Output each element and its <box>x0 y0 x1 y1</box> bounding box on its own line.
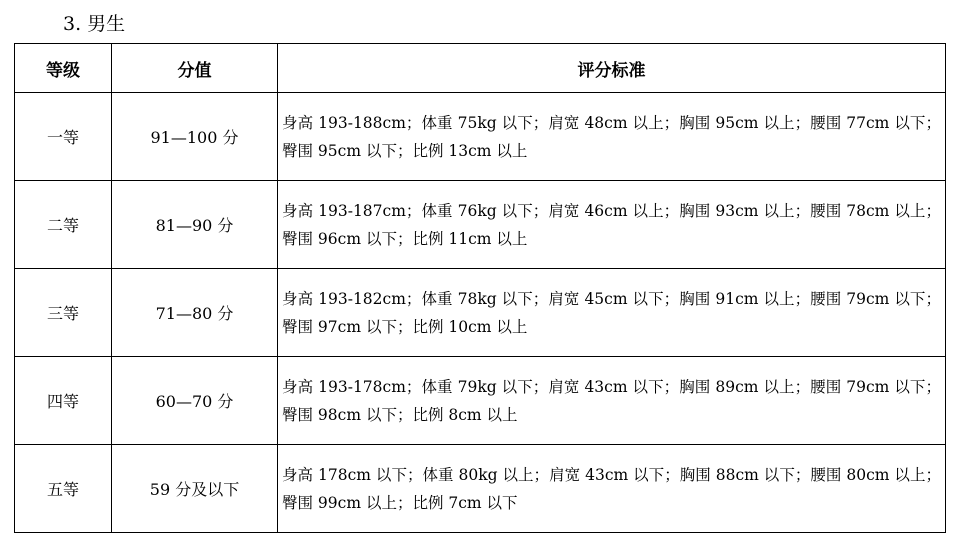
table-row <box>15 93 946 181</box>
table-row <box>15 445 946 533</box>
criteria-cell: 身高 193-187cm；体重 76kg 以下；肩宽 46cm 以上；胸围 93cm 以上；腰围 78cm 以上；臀围 96cm 以下；比例 11cm 以上 <box>278 181 946 269</box>
grade-cell: 二等 <box>15 181 112 269</box>
score-cell: 60—70 分 <box>112 357 278 445</box>
grade-cell: 四等 <box>15 357 112 445</box>
header-score: 分值 <box>112 44 278 93</box>
grade-cell: 一等 <box>15 93 112 181</box>
section-title: 3. 男生 <box>63 13 126 35</box>
score-cell: 59 分及以下 <box>112 445 278 533</box>
score-cell: 71—80 分 <box>112 269 278 357</box>
table-row <box>15 181 946 269</box>
criteria-cell: 身高 178cm 以下；体重 80kg 以上；肩宽 43cm 以下；胸围 88cm 以下；腰围 80cm 以上；臀围 99cm 以上；比例 7cm 以下 <box>278 445 946 533</box>
criteria-cell: 身高 193-178cm；体重 79kg 以下；肩宽 43cm 以下；胸围 89cm 以上；腰围 79cm 以下；臀围 98cm 以下；比例 8cm 以上 <box>278 357 946 445</box>
table-header-row <box>15 44 946 93</box>
header-grade: 等级 <box>15 44 112 93</box>
criteria-cell: 身高 193-188cm；体重 75kg 以下；肩宽 48cm 以上；胸围 95cm 以上；腰围 77cm 以下；臀围 95cm 以下；比例 13cm 以上 <box>278 93 946 181</box>
grade-cell: 三等 <box>15 269 112 357</box>
score-cell: 81—90 分 <box>112 181 278 269</box>
grading-standards-table <box>14 43 946 533</box>
table-row <box>15 269 946 357</box>
table-row <box>15 357 946 445</box>
header-criteria: 评分标准 <box>278 44 946 93</box>
grade-cell: 五等 <box>15 445 112 533</box>
criteria-cell: 身高 193-182cm；体重 78kg 以下；肩宽 45cm 以下；胸围 91cm 以上；腰围 79cm 以下；臀围 97cm 以下；比例 10cm 以上 <box>278 269 946 357</box>
score-cell: 91—100 分 <box>112 93 278 181</box>
